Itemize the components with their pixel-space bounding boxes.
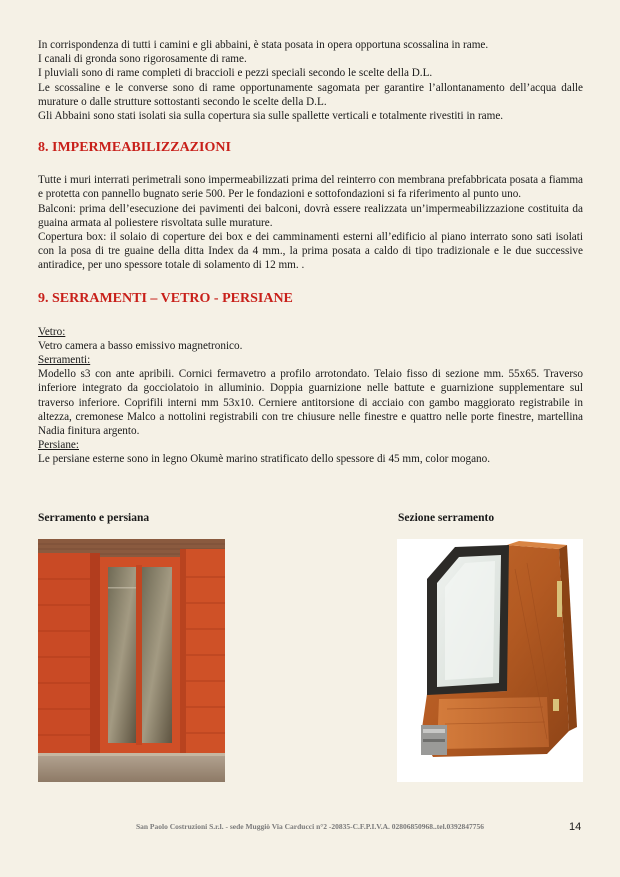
paragraph-pluviali: I pluviali sono di rame completi di braccioli e pezzi speciali secondo le scelte della D.L. (38, 67, 433, 80)
label-vetro: Vetro: (38, 325, 66, 338)
paragraph-scossaline: Le scossaline e le converse sono di rame opportunamente sagomata per garantire l’allontanamento dell’acqua dalle murature o dalle strutture sottostanti secondo le scelte della D.L. (38, 81, 583, 108)
paragraph-balconi: Balconi: prima dell’esecuzione dei pavimenti dei balconi, dovrà essere realizzata un’impermeabilizzazione costituita da guaina armata al poliestere risvoltata sulle murature. (38, 202, 583, 229)
figure-caption-sezione-serramento: Sezione serramento (398, 512, 495, 524)
paragraph-persiane: Le persiane esterne sono in legno Okumè marino stratificato dello spessore di 45 mm, color mogano. (38, 453, 491, 466)
label-persiane: Persiane: (38, 439, 80, 452)
section-heading-serramenti: 9. SERRAMENTI – VETRO - PERSIANE (38, 290, 293, 306)
figure-caption-serramento-persiana: Serramento e persiana (38, 512, 150, 524)
paragraph-muri-interrati: Tutte i muri interrati perimetrali sono impermeabilizzati prima del reinterro con membrana prefabbricata posata a fiamma e protetta con pannello bugnato serie 500. Per le fondazioni e sottofondazioni si fa riferimento al punto uno. (38, 174, 583, 201)
section-heading-impermeabilizzazioni: 8. IMPERMEABILIZZAZIONI (38, 140, 231, 156)
paragraph-camini: In corrispondenza di tutti i camini e gli abbaini, è stata posata in opera opportuna scossalina in rame. (38, 39, 489, 51)
paragraph-vetro: Vetro camera a basso emissivo magnetronico. (38, 339, 243, 352)
paragraph-abbaini: Gli Abbaini sono stati isolati sia sulla copertura sia sulle spallette verticali e totalmente rivestiti in rame. (38, 110, 504, 123)
page-number: 14 (569, 821, 582, 833)
footer-company-info: San Paolo Costruzioni S.r.l. - sede Muggiò Via Carducci n°2 -20835-C.F.P.I.V.A. 02806850968..tel.0392847756 (135, 822, 485, 831)
paragraph-canali: I canali di gronda sono rigorosamente di rame. (38, 53, 247, 66)
paragraph-serramenti: Modello s3 con ante apribili. Cornici fermavetro a profilo arrotondato. Telaio fisso di sezione mm. 55x65. Traverso inferiore integrato da gocciolatoio in alluminio. Doppia guarnizione nelle battute e guarnizione supplementare sul traverso inferiore. Coprifili interni mm 53x10. Cerniere antitorsione di acciaio con gambo maggiorato registrabile in altezza, cremonese Malco a nottolini registrabili con tre chiusure nelle finestre e quattro nelle porte finestre, martellina Nadia finitura argento. (38, 368, 583, 438)
photo-serramento-persiana (38, 539, 225, 782)
photo-sezione-serramento (397, 539, 583, 782)
paragraph-copertura-box: Copertura box: il solaio di coperture dei box e dei camminamenti esterni all’edificio al piano interrato sono sati isolati con la posa di tre guaine della ditta Index da 4 mm., la prima posata a caldo di tipo tradizionale e le due successive antiradice, per uno spessore totale di solamento di 12 mm. . (38, 231, 583, 272)
document-body (38, 38, 583, 467)
label-serramenti: Serramenti: (38, 354, 91, 367)
